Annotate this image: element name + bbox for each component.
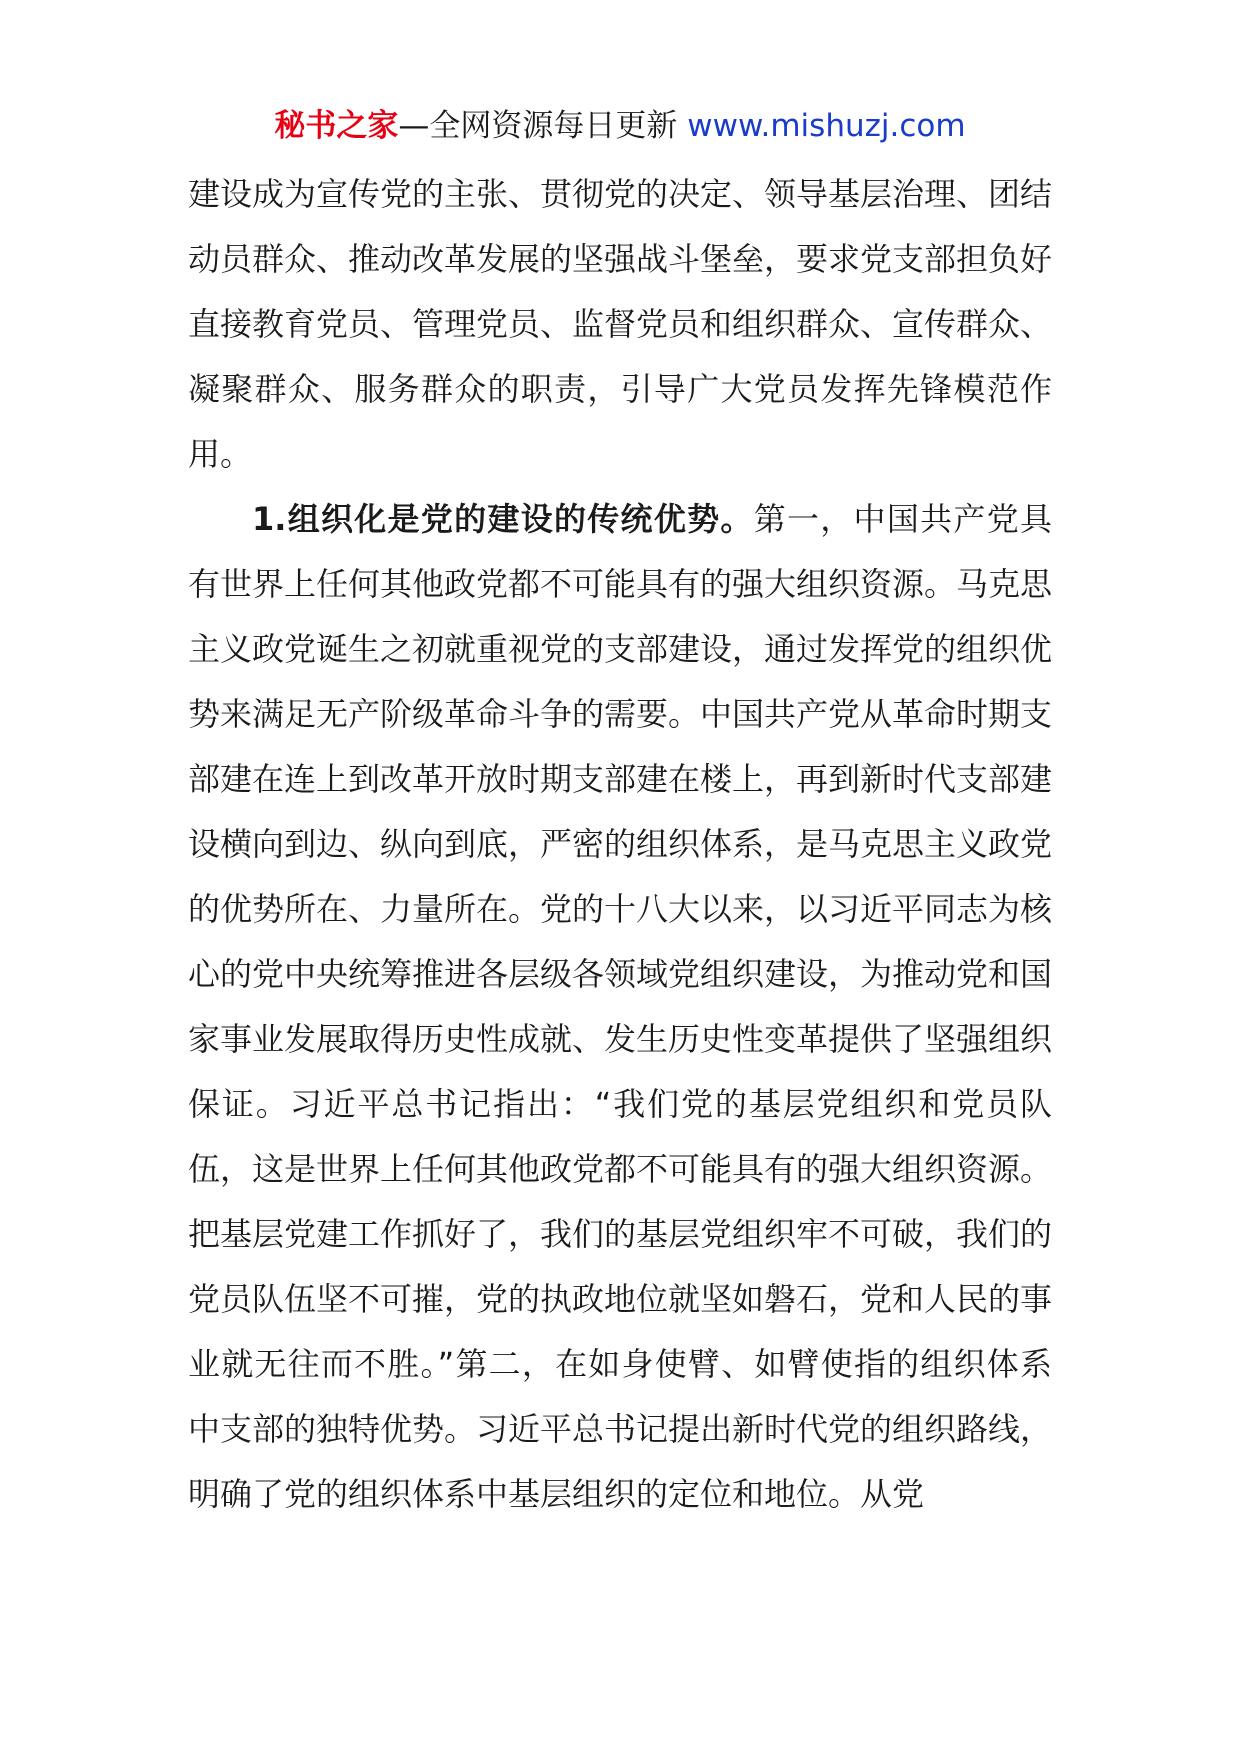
paragraph-text: 第一，中国共产党具有世界上任何其他政党都不可能具有的强大组织资源。马克思主义政党诞生之初就重视党的支部建设，通过发挥党的组织优势来满足无产阶级革命斗争的需要。中国共产党从革命时期支部建在连上到改革开放时期支部建在楼上，再到新时代支部建设横向到边、纵向到底，严密的组织体系，是马克思主义政党的优势所在、力量所在。党的十八大以来，以习近平同志为核心的党中央统筹推进各层级各领域党组织建设，为推动党和国家事业发展取得历史性成就、发生历史性变革提供了坚强组织保证。习近平总书记指出：“我们党的基层党组织和党员队伍，这是世界上任何其他政党都不可能具有的强大组织资源。把基层党建工作抓好了，我们的基层党组织牢不可破，我们的党员队伍坚不可摧，党的执政地位就坚如磐石，党和人民的事业就无往而不胜。”第二，在如身使臂、如臂使指的组织体系中支部的独特优势。习近平总书记提出新时代党的组织路线，明确了党的组织体系中基层组织的定位和地位。从党: [188, 500, 1053, 1513]
paragraph: [188, 487, 1052, 1527]
section-heading: 1.组织化是党的建设的传统优势。: [252, 500, 754, 538]
page-header: [0, 104, 1240, 148]
document-body: [188, 162, 1052, 1527]
header-tagline: —全网资源每日更新: [398, 108, 688, 144]
site-url-link[interactable]: www.mishuzj.com: [687, 108, 966, 144]
brand-name: 秘书之家: [274, 108, 399, 144]
paragraph: 建设成为宣传党的主张、贯彻党的决定、领导基层治理、团结动员群众、推动改革发展的坚强战斗堡垒，要求党支部担负好直接教育党员、管理党员、监督党员和组织群众、宣传群众、凝聚群众、服务群众的职责，引导广大党员发挥先锋模范作用。: [188, 175, 1053, 473]
